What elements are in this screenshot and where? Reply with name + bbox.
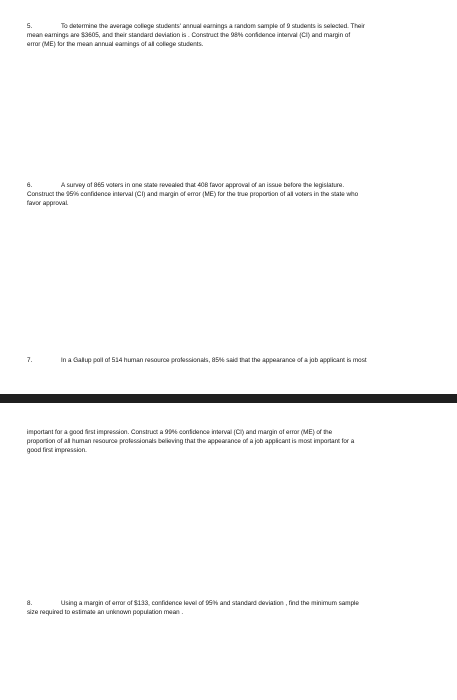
problem-number: 6. <box>27 182 33 189</box>
problem-8 <box>27 599 432 617</box>
problem-text: In a Gallup poll of 514 human resource professionals, 85% said that the appearance of a job applicant is most <box>61 357 367 364</box>
problem-number: 8. <box>27 600 33 607</box>
problem-text: mean earnings are $3605, and their standard deviation is . Construct the 98% confidence interval (CI) and margin of <box>27 32 351 40</box>
problem-text: To determine the average college students' annual earnings a random sample of 9 students is selected. Their <box>61 23 365 30</box>
problem-line <box>27 22 432 31</box>
problem-text: Using a margin of error of $133, confidence level of 95% and standard deviation , find the minimum sample <box>61 600 359 607</box>
problem-text: Construct the 95% confidence interval (CI) and margin of error (ME) for the true proportion of all voters in the state who <box>27 191 359 199</box>
problem-line <box>27 356 432 365</box>
problem-text: good first impression. <box>27 447 87 455</box>
problem-text: A survey of 865 voters in one state revealed that 408 favor approval of an issue before the legislature. <box>61 182 345 189</box>
problem-text: size required to estimate an unknown population mean . <box>27 609 184 617</box>
page-break-divider <box>0 394 457 403</box>
problem-5 <box>27 22 432 50</box>
problem-line <box>27 599 432 608</box>
problem-text: error (ME) for the mean annual earnings of all college students. <box>27 41 204 49</box>
problem-number: 5. <box>27 23 33 30</box>
problem-6 <box>27 181 432 209</box>
problem-number: 7. <box>27 357 33 364</box>
problem-text: favor approval. <box>27 200 69 208</box>
problem-7 <box>27 356 432 365</box>
problem-7-continued <box>27 428 432 456</box>
problem-line <box>27 181 432 190</box>
problem-text: important for a good first impression. Construct a 99% confidence interval (CI) and margin of error (ME) of the <box>27 429 333 436</box>
problem-text: proportion of all human resource professionals believing that the appearance of a job applicant is most important for a <box>27 438 355 446</box>
